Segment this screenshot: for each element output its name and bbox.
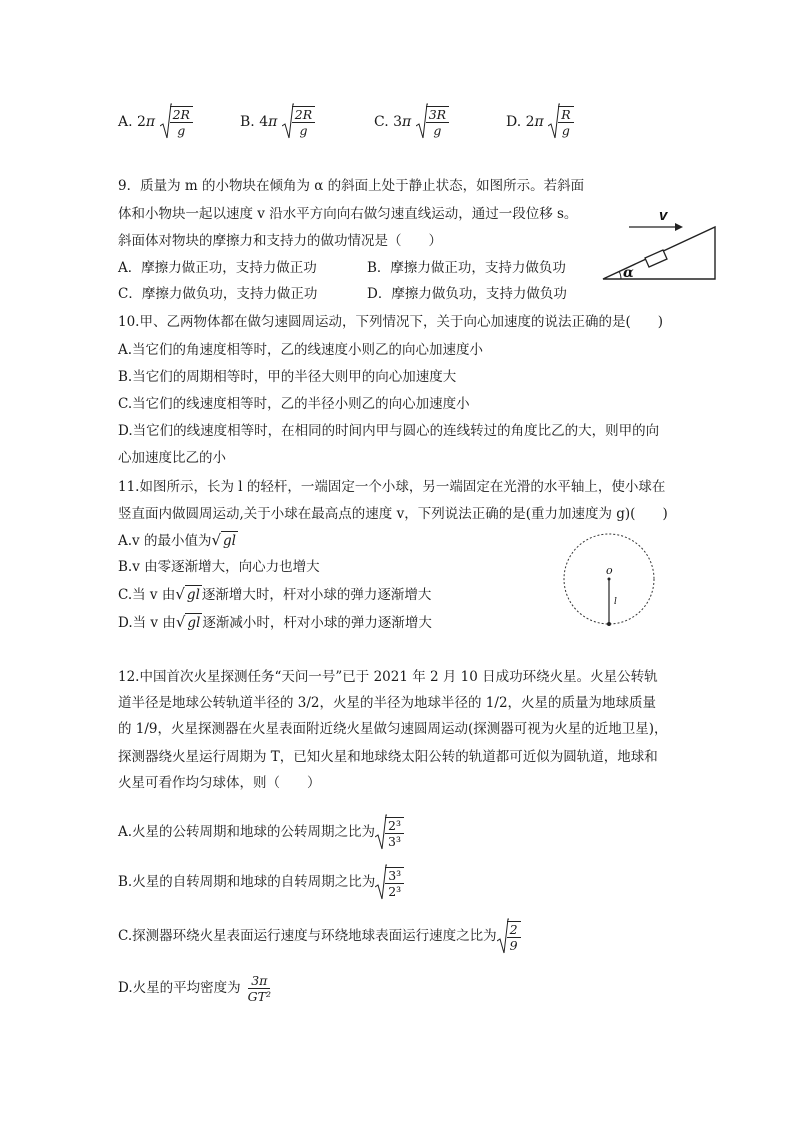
- q12-c-fraction: [507, 921, 521, 953]
- o-label: o: [606, 564, 613, 577]
- q11-option-d: [118, 613, 432, 632]
- q12-stem-line-5: 火星可看作均匀球体，则（ ）: [118, 775, 321, 791]
- q11-option-c: [118, 585, 431, 604]
- q12-stem-line-4: 探测器绕火星运行周期为 T，已知火星和地球绕太阳公转的轨道都可近似为圆轨道，地球和: [118, 749, 658, 765]
- q10-option-b: B.当它们的周期相等时，甲的半径大则甲的向心加速度大: [118, 369, 457, 385]
- q12-option-a: [118, 812, 404, 853]
- q10-option-d-line-1: D.当它们的线速度相等时，在相同的时间内甲与圆心的连线转过的角度比乙的大，则甲的向: [118, 423, 660, 439]
- option-label: D. 2: [506, 114, 535, 130]
- radicand: gl: [187, 615, 201, 631]
- fraction-numerator: 3π: [248, 973, 270, 989]
- q12-stem-line-3: 的 1/9，火星探测器在火星表面附近绕火星做匀速圆周运动(探测器可视为火星的近地卫星)，: [118, 721, 668, 737]
- l-label: l: [614, 597, 617, 607]
- q8-c-fraction: [426, 106, 449, 138]
- q11-option-a: [118, 531, 238, 550]
- radicand: gl: [186, 587, 200, 603]
- sqrt-icon: √: [211, 531, 222, 549]
- velocity-arrow-head: [675, 223, 683, 231]
- fraction-denominator: GT²: [247, 989, 271, 1004]
- option-label: C. 3: [374, 114, 403, 130]
- q8-b-fraction: [292, 106, 315, 138]
- q12-option-d: [118, 968, 274, 1008]
- q9-option-d: D．摩擦力做负功，支持力做负功: [367, 286, 567, 302]
- fraction-denominator: 9: [509, 937, 518, 953]
- q12-d-fraction: [245, 973, 274, 1004]
- q12-option-c: [118, 916, 521, 957]
- block-shape: [645, 250, 667, 267]
- q12-option-b: [118, 862, 404, 903]
- option-text: C.当 v 由: [118, 587, 176, 603]
- fraction-numerator: 2³: [385, 818, 404, 834]
- velocity-label: v: [659, 207, 668, 224]
- option-label: B. 4: [240, 114, 269, 130]
- pi-symbol: π: [402, 114, 412, 130]
- q9-stem-line-1: 9．质量为 m 的小物块在倾角为 α 的斜面上处于静止状态，如图所示。若斜面: [118, 178, 585, 194]
- pi-symbol: π: [145, 114, 156, 130]
- option-label: A. 2: [118, 114, 146, 130]
- q12-a-fraction: [385, 817, 404, 849]
- option-text: A.火星的公转周期和地球的公转周期之比为: [118, 824, 376, 840]
- fraction-denominator: g: [433, 123, 442, 138]
- incline-figure: [595, 203, 725, 285]
- angle-arc: [619, 271, 621, 279]
- pi-symbol: π: [268, 114, 278, 130]
- q8-option-b: [240, 102, 315, 142]
- q10-option-c: C.当它们的线速度相等时，乙的半径小则乙的向心加速度小: [118, 396, 470, 412]
- q8-option-c: [374, 102, 449, 142]
- q10-option-d-line-2: 心加速度比乙的小: [118, 450, 226, 466]
- q12-stem-line-2: 道半径是地球公转轨道半径的 3/2，火星的半径为地球半径的 1/2，火星的质量为地球质量: [118, 695, 657, 711]
- q10-option-a: A.当它们的角速度相等时，乙的线速度小则乙的向心加速度小: [118, 342, 484, 358]
- fraction-denominator: 3³: [388, 833, 402, 849]
- q12-stem-line-1: 12.中国首次火星探测任务“天问一号”已于 2021 年 2 月 10 日成功环绕火星。火星公转轨: [118, 669, 658, 685]
- pi-symbol: π: [534, 114, 544, 130]
- fraction-denominator: 2³: [388, 883, 402, 899]
- q8-option-a: [118, 102, 193, 142]
- axis-point: [608, 578, 611, 581]
- q8-option-d: [506, 102, 574, 142]
- circle-figure: [560, 530, 660, 630]
- q9-stem-line-2: 体和小物块一起以速度 v 沿水平方向向右做匀速直线运动，通过一段位移 s。: [118, 206, 578, 222]
- fraction-numerator: 3³: [385, 868, 404, 884]
- fraction-numerator: 3R: [426, 107, 449, 123]
- q9-option-a: A．摩擦力做正功，支持力做正功: [118, 260, 317, 276]
- q9-stem-line-3: 斜面体对物块的摩擦力和支持力的做功情况是（ ）: [118, 233, 442, 249]
- fraction-numerator: 2R: [170, 107, 193, 123]
- option-text: D.火星的平均密度为: [118, 980, 241, 996]
- sqrt-icon: √: [175, 613, 186, 631]
- option-text: B.火星的自转周期和地球的自转周期之比为: [118, 874, 376, 890]
- option-text: 逐渐减小时，杆对小球的弹力逐渐增大: [202, 615, 432, 631]
- option-text: C.探测器环绕火星表面运行速度与环绕地球表面运行速度之比为: [118, 928, 497, 944]
- fraction-denominator: g: [561, 123, 570, 138]
- ball-point: [607, 622, 611, 626]
- q8-a-fraction: [170, 106, 193, 138]
- option-text: D.当 v 由: [118, 615, 176, 631]
- q11-option-b: B.v 由零逐渐增大，向心力也增大: [118, 559, 320, 575]
- fraction-numerator: R: [558, 107, 573, 123]
- option-text: A.v 的最小值为: [118, 533, 212, 549]
- fraction-denominator: g: [177, 123, 186, 138]
- q9-option-c: C．摩擦力做负功，支持力做正功: [118, 286, 318, 302]
- fraction-numerator: 2R: [292, 107, 315, 123]
- q12-b-fraction: [385, 867, 404, 899]
- radicand: gl: [223, 533, 236, 549]
- sqrt-icon: √: [175, 585, 185, 603]
- fraction-numerator: 2: [507, 922, 521, 938]
- q9-option-b: B．摩擦力做正功，支持力做负功: [367, 260, 566, 276]
- q10-stem: 10.甲、乙两物体都在做匀速圆周运动，下列情况下，关于向心加速度的说法正确的是( ): [118, 314, 664, 330]
- q8-d-fraction: [558, 106, 573, 138]
- option-text: 逐渐增大时，杆对小球的弹力逐渐增大: [201, 587, 432, 603]
- q11-stem-line-2: 竖直面内做圆周运动,关于小球在最高点的速度 v，下列说法正确的是(重力加速度为 g)( ): [118, 506, 668, 522]
- fraction-denominator: g: [299, 123, 308, 138]
- alpha-label: α: [623, 265, 634, 281]
- q11-stem-line-1: 11.如图所示，长为 l 的轻杆，一端固定一个小球，另一端固定在光滑的水平轴上，使小球在: [118, 479, 666, 495]
